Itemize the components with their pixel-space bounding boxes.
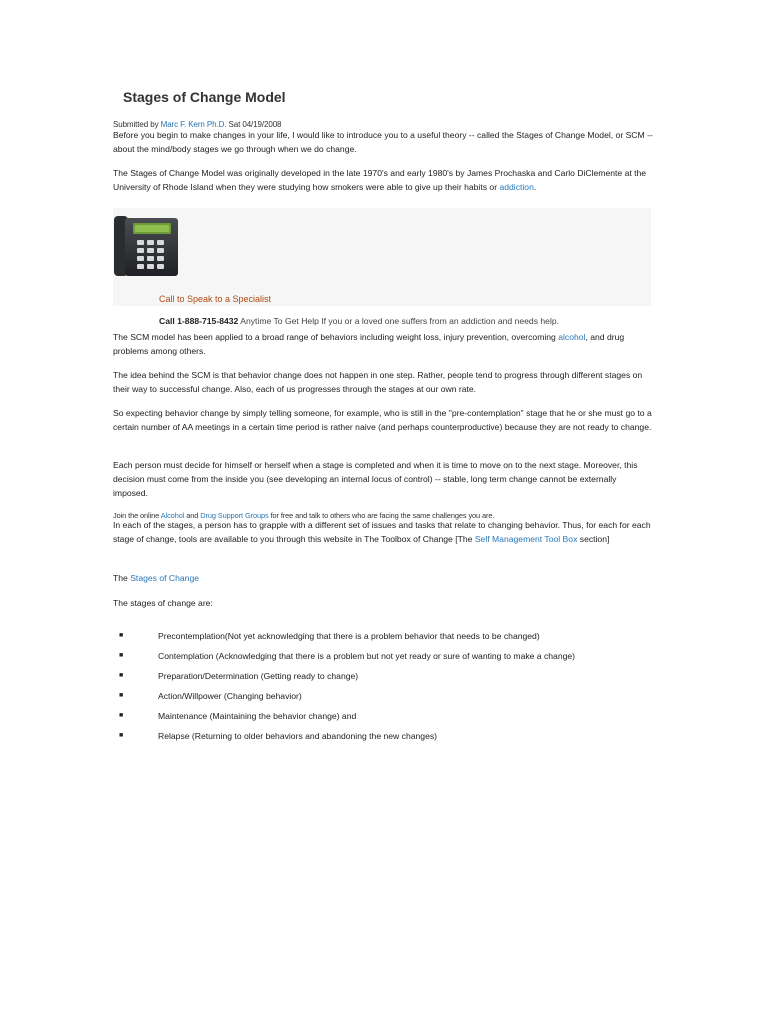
stage-text: Relapse (Returning to older behaviors and abandoning the new changes) <box>158 731 438 741</box>
each-text: In each of the stages, a person has to grapple with a different set of issues and tasks that relate to changing behavior. Thus, for each for each stage of change, tools are available to you through this website in The Toolbox of Change [The <box>113 520 651 545</box>
bullet-icon: ■ <box>119 652 124 659</box>
stage-text: Precontemplation(Not yet acknowledging that there is a problem behavior that needs to be changed) <box>158 631 540 641</box>
drug-support-groups-link[interactable]: Drug Support Groups <box>200 511 269 520</box>
call-specialist-heading[interactable]: Call to Speak to a Specialist <box>159 294 272 304</box>
stage-text: Preparation/Determination (Getting ready to change) <box>158 671 359 681</box>
the-stages-line <box>113 571 653 585</box>
origin-paragraph <box>113 166 653 194</box>
byline-date: Sat 04/19/2008 <box>228 120 282 129</box>
stage-text: Maintenance (Maintaining the behavior change) and <box>158 711 357 721</box>
list-item <box>113 626 653 646</box>
stage-text: Action/Willpower (Changing behavior) <box>158 691 302 701</box>
bullet-icon: ■ <box>119 732 124 739</box>
bullet-icon: ■ <box>119 632 124 639</box>
alcohol-link[interactable]: alcohol <box>558 332 586 342</box>
origin-end: . <box>533 182 537 193</box>
each-end: section] <box>579 534 610 545</box>
telephone-icon <box>113 214 179 278</box>
call-line <box>159 316 559 326</box>
list-item <box>113 706 653 726</box>
bullet-icon: ■ <box>119 692 124 699</box>
list-item <box>113 686 653 706</box>
idea-paragraph: The idea behind the SCM is that behavior change does not happen in one step. Rather, people tend to progress through different stages on their way to successful change. Also, each of us progresses through the stages at our own rate. <box>113 370 643 395</box>
self-management-toolbox-link[interactable]: Self Management Tool Box <box>474 534 578 545</box>
the-stages-prefix: The <box>113 573 128 583</box>
join-and: and <box>186 511 199 520</box>
byline-prefix: Submitted by <box>113 120 159 129</box>
applied-end: , and drug problems among others. <box>113 332 625 357</box>
stages-intro: The stages of change are: <box>113 598 213 608</box>
applied-paragraph <box>113 330 653 358</box>
call-number[interactable]: Call 1-888-715-8432 <box>159 316 239 326</box>
list-item <box>113 726 653 746</box>
call-description: Anytime To Get Help If you or a loved one suffers from an addiction and needs help. <box>240 316 560 326</box>
decide-paragraph: Each person must decide for himself or herself when a stage is completed and when it is time to move on to the next stage. Moreover, this decision must come from the inside you (see developing an internal locus of control) -- stable, long term change cannot be externally imposed. <box>113 460 638 499</box>
addiction-link[interactable]: addiction <box>499 182 534 193</box>
stage-text: Contemplation (Acknowledging that there is a problem but not yet ready or sure of wanting to make a change) <box>158 651 576 661</box>
expecting-paragraph: So expecting behavior change by simply telling someone, for example, who is still in the "pre-contemplation" stage that he or she must go to a certain number of AA meetings in a certain time period is rather naive (and perhaps counterproductive) because they are not ready to change. <box>113 408 652 433</box>
applied-text: The SCM model has been applied to a broad range of behaviors including weight loss, injury prevention, overcoming <box>113 332 556 342</box>
stages-of-change-link[interactable]: Stages of Change <box>130 573 200 583</box>
join-rest: for free and talk to others who are facing the same challenges you are. <box>270 511 495 520</box>
bullet-icon: ■ <box>119 672 124 679</box>
intro-paragraph: Before you begin to make changes in your life, I would like to introduce you to a useful theory -- called the Stages of Change Model, or SCM -- about the mind/body stages we go through when we do change. <box>113 130 653 155</box>
specialist-ad-box <box>113 208 651 306</box>
page-title: Stages of Change Model <box>123 89 286 105</box>
stages-list <box>113 626 653 746</box>
list-item <box>113 666 653 686</box>
bullet-icon: ■ <box>119 712 124 719</box>
join-prefix: Join the online <box>113 511 160 520</box>
alcohol-group-link[interactable]: Alcohol <box>160 511 185 520</box>
list-item <box>113 646 653 666</box>
origin-text: The Stages of Change Model was originally developed in the late 1970's and early 1980's by James Prochaska and Carlo DiClemente at the University of Rhode Island when they were studying how smokers were able to give up their habits or <box>113 168 647 193</box>
each-stage-paragraph <box>113 518 653 546</box>
author-link[interactable]: Marc F. Kern Ph.D. <box>160 120 227 129</box>
